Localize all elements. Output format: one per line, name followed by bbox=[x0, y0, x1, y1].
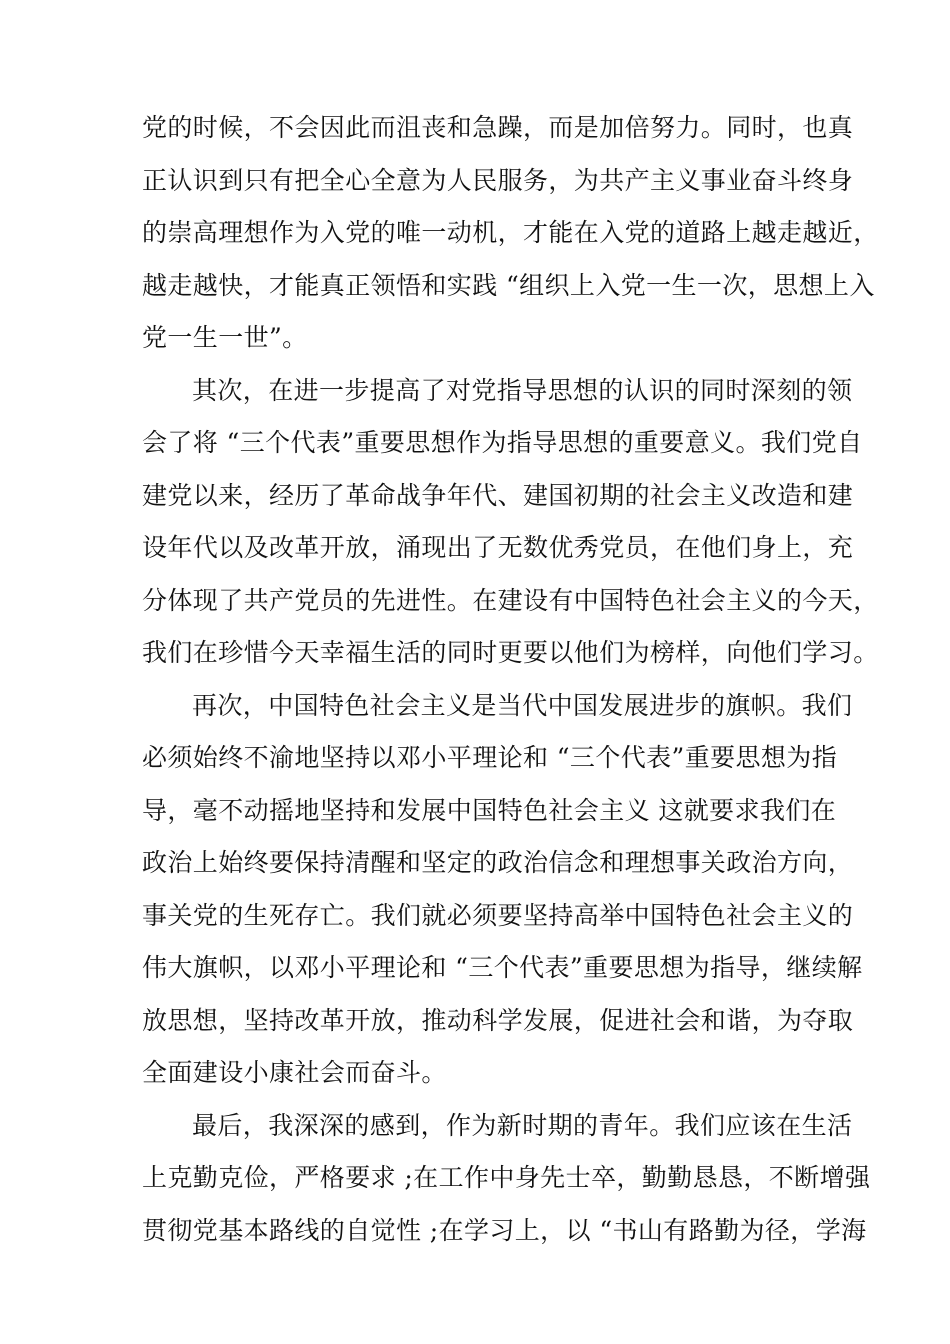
paragraph-p1 bbox=[142, 102, 879, 365]
text-line: 贯彻党基本路线的自觉性 ;在学习上，以 “书山有路勤为径，学海 bbox=[142, 1215, 867, 1245]
text-line: 再次，中国特色社会主义是当代中国发展进步的旗帜。我们 bbox=[192, 690, 853, 720]
text-line: 党的时候，不会因此而沮丧和急躁，而是加倍努力。同时，也真 bbox=[142, 113, 854, 142]
text-line: 上克勤克俭，严格要求 ;在工作中身先士卒，勤勤恳恳，不断增强 bbox=[142, 1163, 871, 1192]
paragraph-p3 bbox=[142, 680, 863, 1100]
text-line: 党一生一世”。 bbox=[142, 323, 308, 352]
text-line: 导，毫不动摇地坚持和发展中国特色社会主义 这就要求我们在 bbox=[142, 795, 837, 825]
text-line: 越走越快，才能真正领悟和实践 “组织上入党一生一次，思想上入 bbox=[142, 270, 875, 300]
text-line: 正认识到只有把全心全意为人民服务，为共产主义事业奋斗终身 bbox=[142, 165, 854, 195]
text-line: 其次，在进一步提高了对党指导思想的认识的同时深刻的领 bbox=[192, 375, 853, 405]
text-line: 全面建设小康社会而奋斗。 bbox=[142, 1058, 447, 1087]
paragraph-p2 bbox=[142, 365, 879, 680]
text-line: 政治上始终要保持清醒和坚定的政治信念和理想事关政治方向， bbox=[142, 848, 854, 877]
text-line: 建党以来，经历了革命战争年代、建国初期的社会主义改造和建 bbox=[142, 480, 854, 510]
text-line: 放思想，坚持改革开放，推动科学发展，促进社会和谐，为夺取 bbox=[142, 1005, 854, 1035]
text-line: 伟大旗帜，以邓小平理论和 “三个代表”重要思想为指导，继续解 bbox=[142, 953, 863, 982]
text-line: 事关党的生死存亡。我们就必须要坚持高举中国特色社会主义的 bbox=[142, 900, 854, 930]
text-line: 设年代以及改革开放，涌现出了无数优秀党员，在他们身上，充 bbox=[142, 533, 854, 562]
document-body bbox=[142, 102, 879, 1257]
text-line: 最后，我深深的感到，作为新时期的青年。我们应该在生活 bbox=[192, 1110, 853, 1140]
text-line: 必须始终不渝地坚持以邓小平理论和 “三个代表”重要思想为指 bbox=[142, 743, 838, 772]
text-line: 我们在珍惜今天幸福生活的同时更要以他们为榜样，向他们学习。 bbox=[142, 638, 879, 667]
text-line: 分体现了共产党员的先进性。在建设有中国特色社会主义的今天， bbox=[142, 585, 879, 615]
text-line: 的崇高理想作为入党的唯一动机，才能在入党的道路上越走越近， bbox=[142, 218, 879, 247]
paragraph-p4 bbox=[142, 1100, 871, 1258]
text-line: 会了将 “三个代表”重要思想作为指导思想的重要意义。我们党自 bbox=[142, 428, 863, 457]
